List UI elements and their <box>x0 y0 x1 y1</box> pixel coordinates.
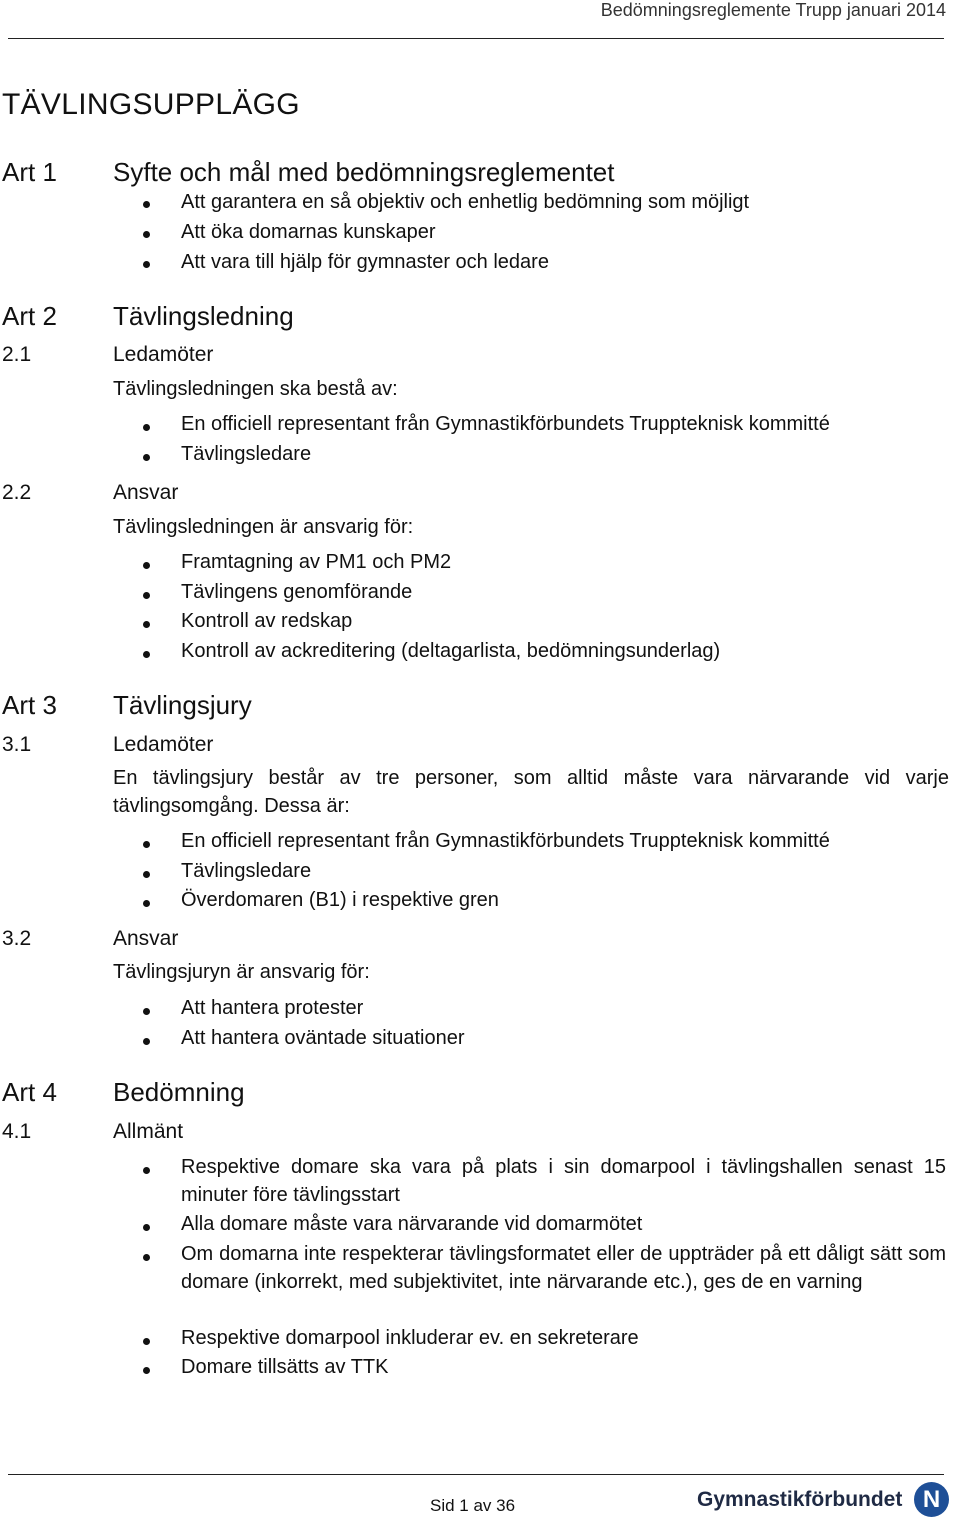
bullet <box>143 231 150 238</box>
list-item: Att garantera en så objektiv och enhetlig bedömning som möjligt <box>181 191 750 213</box>
list-item: Kontroll av ackreditering (deltagarlista, bedömningsunderlag) <box>181 640 721 662</box>
list-item: Att hantera protester <box>181 997 364 1019</box>
bullet <box>143 1167 150 1174</box>
bullet <box>143 1008 150 1015</box>
section-title: Ansvar <box>113 927 179 950</box>
art3-label: Art 3 <box>2 690 57 720</box>
logo-badge-icon: N <box>914 1482 949 1517</box>
bullet <box>143 841 150 848</box>
section-intro: Tävlingsledningen ska bestå av: <box>113 378 398 400</box>
list-item: En officiell representant från Gymnastikförbundets Truppteknisk kommitté <box>181 413 830 435</box>
section-number: 4.1 <box>2 1120 32 1143</box>
section-intro: En tävlingsjury består av tre personer, som alltid måste vara närvarande vid varje tävlingsomgång. Dessa är: <box>113 767 949 817</box>
list-item: Domare tillsätts av TTK <box>181 1356 389 1378</box>
section-title: Ledamöter <box>113 343 214 366</box>
section-number: 3.1 <box>2 733 32 756</box>
list-item: Alla domare måste vara närvarande vid domarmötet <box>181 1213 643 1235</box>
bullet <box>143 592 150 599</box>
list-item: Överdomaren (B1) i respektive gren <box>181 889 499 911</box>
art3-title: Tävlingsjury <box>113 690 252 720</box>
bullet <box>143 651 150 658</box>
header-rule <box>8 38 944 39</box>
bullet <box>143 1038 150 1045</box>
section-number: 2.1 <box>2 343 32 366</box>
list-item: Att hantera oväntade situationer <box>181 1027 465 1049</box>
bullet <box>143 900 150 907</box>
gymnastikforbundet-logo <box>697 1482 952 1522</box>
bullet <box>143 871 150 878</box>
bullet <box>143 454 150 461</box>
bullet <box>143 562 150 569</box>
page-number: Sid 1 av 36 <box>430 1496 516 1515</box>
list-item: En officiell representant från Gymnastikförbundets Truppteknisk kommitté <box>181 830 830 852</box>
list-item: Tävlingens genomförande <box>181 581 413 603</box>
list-item: Att öka domarnas kunskaper <box>181 221 436 243</box>
bullet <box>143 424 150 431</box>
list-item: Kontroll av redskap <box>181 610 353 632</box>
list-item: Att vara till hjälp för gymnaster och ledare <box>181 251 549 273</box>
section-intro: Tävlingsledningen är ansvarig för: <box>113 516 414 538</box>
section-title: Ansvar <box>113 481 179 504</box>
art2-title: Tävlingsledning <box>113 301 294 331</box>
bullet <box>143 621 150 628</box>
art2-label: Art 2 <box>2 301 57 331</box>
bullet <box>143 1367 150 1374</box>
footer-rule <box>8 1474 944 1475</box>
art4-label: Art 4 <box>2 1077 57 1107</box>
section-number: 3.2 <box>2 927 32 950</box>
running-header: Bedömningsreglemente Trupp januari 2014 <box>600 0 946 20</box>
list-item: Om domarna inte respekterar tävlingsformatet eller de uppträder på ett dåligt sätt som domare (inkorrekt, med subjektivitet, inte närvarande etc.), ges de en varning <box>181 1243 946 1293</box>
bullet <box>143 1338 150 1345</box>
bullet <box>143 201 150 208</box>
section-intro: Tävlingsjuryn är ansvarig för: <box>113 961 370 983</box>
bullet <box>143 1224 150 1231</box>
section-title: Ledamöter <box>113 733 214 756</box>
art4-title: Bedömning <box>113 1077 245 1107</box>
art1-label: Art 1 <box>2 157 57 187</box>
bullet <box>143 261 150 268</box>
list-item: Framtagning av PM1 och PM2 <box>181 551 452 573</box>
list-item: Respektive domarpool inkluderar ev. en sekreterare <box>181 1327 639 1349</box>
section-number: 2.2 <box>2 481 32 504</box>
logo-wordmark: Gymnastikförbundet <box>697 1488 903 1511</box>
section-title: Allmänt <box>113 1120 184 1143</box>
list-item: Tävlingsledare <box>181 860 312 882</box>
bullet <box>143 1254 150 1261</box>
art1-title: Syfte och mål med bedömningsreglementet <box>113 157 615 187</box>
list-item: Respektive domare ska vara på plats i sin domarpool i tävlingshallen senast 15 minuter före tävlingsstart <box>181 1156 946 1206</box>
page-title: TÄVLINGSUPPLÄGG <box>2 88 300 121</box>
list-item: Tävlingsledare <box>181 443 312 465</box>
